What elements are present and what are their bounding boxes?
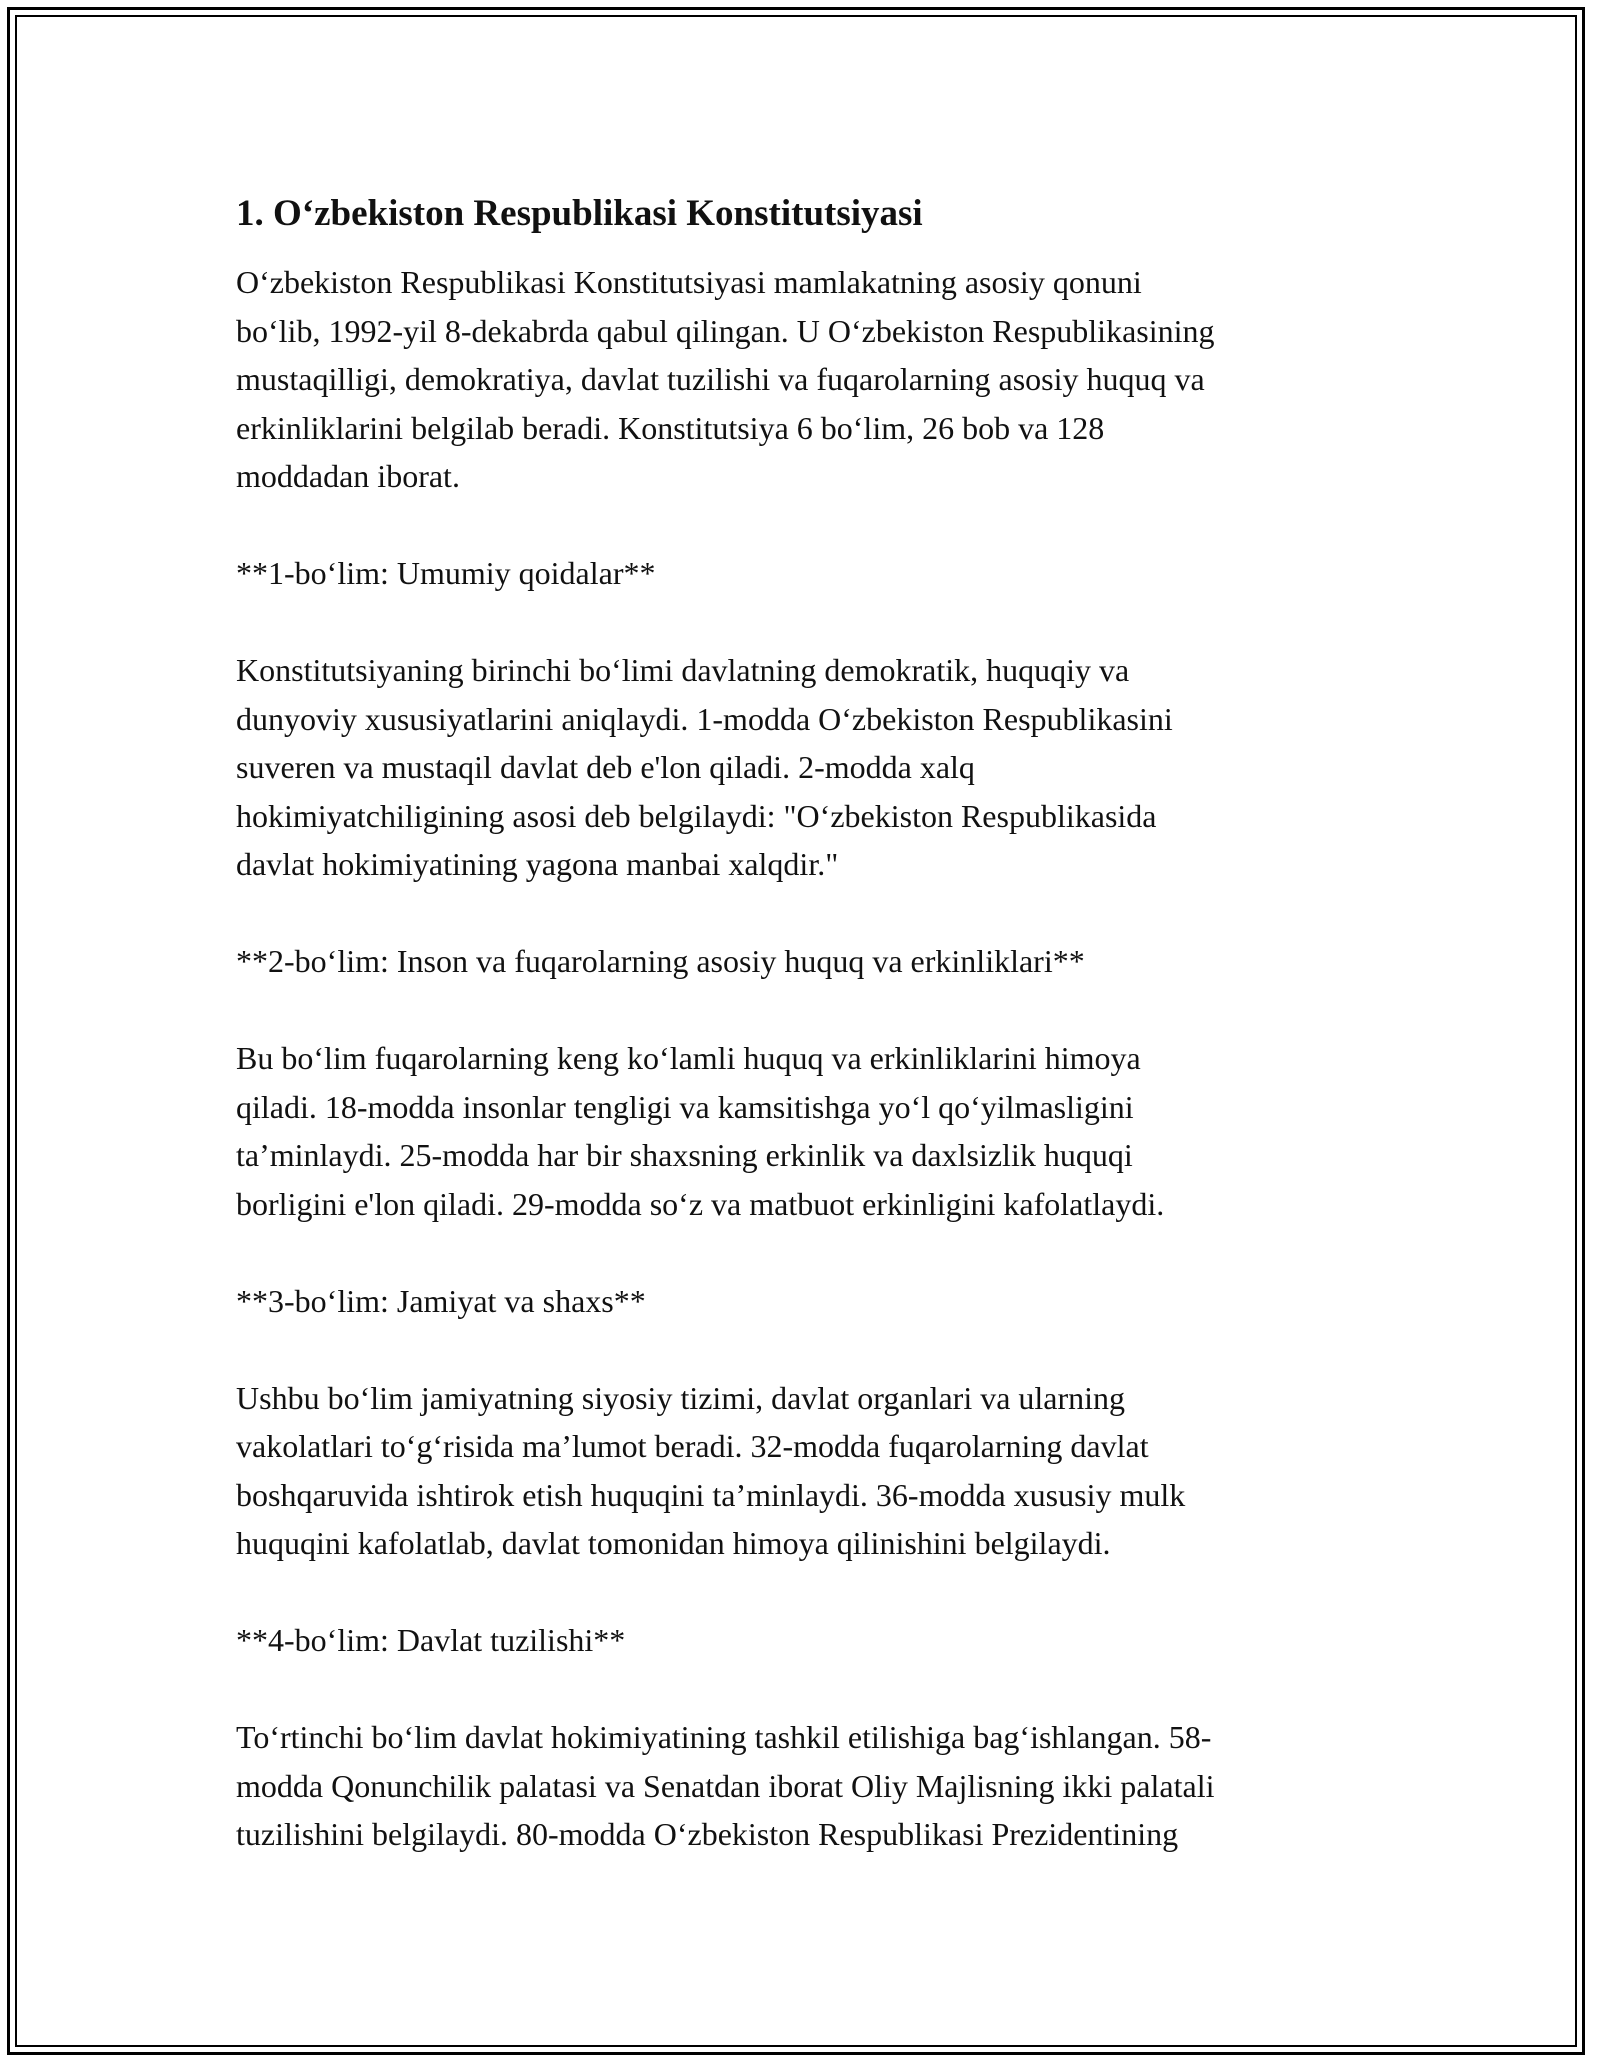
section-heading-3: **3-bo‘lim: Jamiyat va shaxs** (236, 1282, 646, 1319)
section-heading-1: **1-bo‘lim: Umumiy qoidalar** (236, 555, 656, 591)
paragraph-section-2: Bu bo‘lim fuqarolarning keng ko‘lamli huquq va erkinliklarini himoya qiladi. 18-modda insonlar tengligi va kamsitishga yo‘l qo‘yilmasligini ta’minlaydi. 25-modda har bir shaxsning erkinlik va daxlsizlik huquqi borligini e'lon qiladi. 29-modda so‘z va matbuot erkinligini kafolatlaydi. (236, 1040, 1165, 1222)
paragraph-intro: O‘zbekiston Respublikasi Konstitutsiyasi mamlakatning asosiy qonuni bo‘lib, 1992-yil 8-dekabrda qabul qilingan. U O‘zbekiston Respublikasining mustaqilligi, demokratiya, davlat tuzilishi va fuqarolarning asosiy huquq va erkinliklarini belgilab beradi. Konstitutsiya 6 bo‘lim, 26 bob va 128 moddadan iborat. (236, 264, 1215, 494)
paragraph-section-4: To‘rtinchi bo‘lim davlat hokimiyatining tashkil etilishiga bag‘ishlangan. 58- modda Qonunchilik palatasi va Senatdan iborat Oliy Majlisning ikki palatali tuzilishini belgilaydi. 80-modda O‘zbekiston Respublikasi Prezidentining (236, 1719, 1215, 1852)
paragraph-section-3: Ushbu bo‘lim jamiyatning siyosiy tizimi, davlat organlari va ularning vakolatlari to‘g‘risida ma’lumot beradi. 32-modda fuqarolarning davlat boshqaruvida ishtirok etish huquqini ta’minlaydi. 36-modda xususiy mulk huquqini kafolatlab, davlat tomonidan himoya qilinishini belgilaydi. (236, 1379, 1186, 1561)
section-heading-4: **4-bo‘lim: Davlat tuzilishi** (236, 1622, 626, 1658)
section-heading-2: **2-bo‘lim: Inson va fuqarolarning asosiy huquq va erkinliklari** (236, 943, 1085, 979)
paragraph-section-1: Konstitutsiyaning birinchi bo‘limi davlatning demokratik, huquqiy va dunyoviy xususiyatlarini aniqlaydi. 1-modda O‘zbekiston Respublikasini suveren va mustaqil davlat deb e'lon qiladi. 2-modda xalq hokimiyatchiligining asosi deb belgilaydi: "O‘zbekiston Respublikasida davlat hokimiyatining yagona manbai xalqdir." (236, 652, 1173, 882)
document-body (236, 190, 1366, 1907)
document-title: 1. O‘zbekiston Respublikasi Konstitutsiyasi (236, 193, 923, 234)
